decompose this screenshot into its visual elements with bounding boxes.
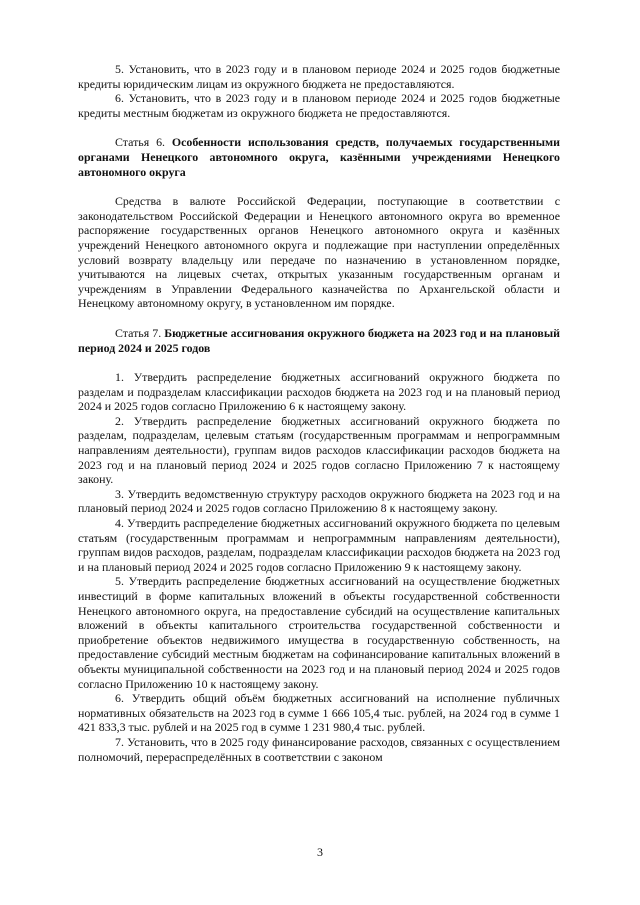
article-6-prefix: Статья 6. xyxy=(115,135,165,150)
article-7-item-1: 1. Утвердить распределение бюджетных ассигнований окружного бюджета по разделам и подразделам классификации расходов бюджета на 2023 год и на плановый период 2024 и 2025 годов согласно Приложению 6 к настоящему закону. xyxy=(78,370,560,414)
article-6-body: Средства в валюте Российской Федерации, поступающие в соответствии с законодательством Российской Федерации и Ненецкого автономного округа во временное распоряжение государственных органов Ненецкого автономного округа и казённых учреждений Ненецкого автономного округа и подлежащие при наступлении определённых условий возврату владельцу или передаче по назначению в установленном порядке, учитываются на лицевых счетах, открытых указанным государственным органам и учреждениям в Управлении Федерального казначейства по Архангельской области и Ненецкому автономному округу, в установленном им порядке. xyxy=(78,194,560,311)
article-7-item-3: 3. Утвердить ведомственную структуру расходов окружного бюджета на 2023 год и на плановый период 2024 и 2025 годов согласно Приложению 8 к настоящему закону. xyxy=(78,486,560,516)
article-7-item-7: 7. Установить, что в 2025 году финансирование расходов, связанных с осуществлением полномочий, перераспределённых в соответствии с законом xyxy=(78,734,560,764)
article-6-heading xyxy=(78,135,560,179)
article-6-title: Особенности использования средств, получаемых государственными органами Ненецкого автономного округа, казёнными учреждениями Ненецкого автономного округа xyxy=(78,135,560,179)
article-7-item-5: 5. Утвердить распределение бюджетных ассигнований на осуществление бюджетных инвестиций в форме капитальных вложений в объекты государственной собственности Ненецкого автономного округа, на предоставление субсидий на осуществление капитальных вложений в объекты капитального строительства государственной собственности и приобретение объектов недвижимого имущества в государственную собственность, на предоставление субсидий местным бюджетам на софинансирование капитальных вложений в объекты муниципальной собственности на 2023 год и на плановый период 2024 и 2025 годов согласно Приложению 10 к настоящему закону. xyxy=(78,574,560,691)
paragraph-6: 6. Установить, что в 2023 году и в плановом периоде 2024 и 2025 годов бюджетные кредиты местным бюджетам из окружного бюджета не предоставляются. xyxy=(78,91,560,120)
page-number: 3 xyxy=(317,845,323,859)
article-7-item-4: 4. Утвердить распределение бюджетных ассигнований окружного бюджета по целевым статьям (государственным программам и непрограммным направлениям деятельности), группам видов расходов, разделам, подразделам классификации расходов бюджета на 2023 год и на плановый период 2024 и 2025 годов согласно Приложению 9 к настоящему закону. xyxy=(78,516,560,574)
article-7-item-6: 6. Утвердить общий объём бюджетных ассигнований на исполнение публичных нормативных обязательств на 2023 год в сумме 1 666 105,4 тыс. рублей, на 2024 год в сумме 1 421 833,3 тыс. рублей и на 2025 год в сумме 1 231 980,4 тыс. рублей. xyxy=(78,691,560,735)
article-7-item-2: 2. Утвердить распределение бюджетных ассигнований окружного бюджета по разделам, подразделам, целевым статьям (государственным программам и непрограммным направлениям деятельности), группам видов расходов классификации расходов бюджета на 2023 год и на плановый период 2024 и 2025 годов согласно Приложению 7 к настоящему закону. xyxy=(78,413,560,487)
article-7-prefix: Статья 7. xyxy=(115,325,162,340)
paragraph-5: 5. Установить, что в 2023 году и в плановом периоде 2024 и 2025 годов бюджетные кредиты юридическим лицам из окружного бюджета не предоставляются. xyxy=(78,62,560,91)
article-7-title: Бюджетные ассигнования окружного бюджета на 2023 год и на плановый период 2024 и 2025 годов xyxy=(78,325,560,355)
article-7-heading xyxy=(78,326,560,355)
